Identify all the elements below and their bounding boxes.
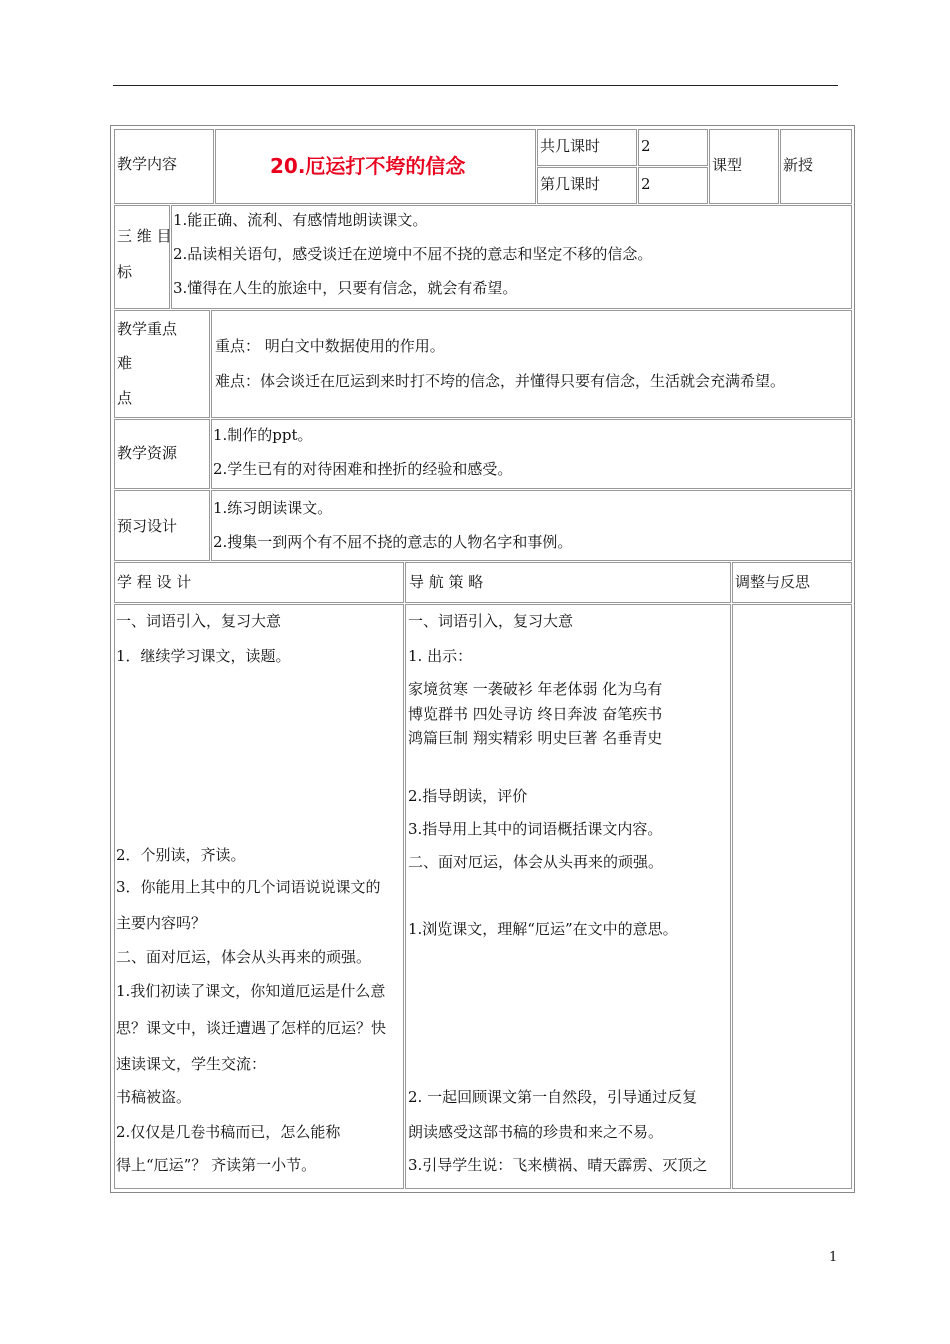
- content-label: 教学内容: [117, 155, 178, 173]
- guide-line: 2.指导朗读，评价: [408, 787, 528, 805]
- preview-item-2: 2.搜集一到两个有不屈不挠的意志的人物名字和事例。: [213, 533, 573, 551]
- goals-label-cell: [114, 205, 170, 309]
- total-hours-label-cell: [537, 129, 637, 166]
- total-hours-value-cell: [638, 129, 708, 166]
- guide-line: 1. 出示：: [408, 647, 473, 665]
- learning-line: 主要内容吗？: [116, 914, 207, 932]
- resources-label-cell: [114, 419, 210, 489]
- learning-line: 速读课文，学生交流：: [116, 1055, 267, 1073]
- guide-line: 3.指导用上其中的词语概括课文内容。: [408, 820, 663, 838]
- header-rule: [113, 85, 838, 86]
- type-label-cell: [709, 129, 779, 204]
- key-point: 重点： 明白文中数据使用的作用。: [215, 337, 445, 355]
- keypoints-content-cell: [211, 310, 852, 418]
- lesson-plan-table: [110, 125, 855, 1193]
- learning-header: 学 程 设 计: [117, 573, 192, 591]
- preview-label-cell: [114, 490, 210, 561]
- resource-item-1: 1.制作的ppt。: [213, 426, 313, 444]
- guide-line: 鸿篇巨制 翔实精彩 明史巨著 名垂青史: [408, 729, 663, 747]
- keypoints-label-cell: [114, 310, 210, 418]
- guide-header-cell: [405, 562, 731, 603]
- adjust-header-cell: [732, 562, 852, 603]
- goals-label-line2: 标: [117, 263, 133, 281]
- resource-item-2: 2.学生已有的对待困难和挫折的经验和感受。: [213, 460, 513, 478]
- keypoints-label-line2: 难: [117, 354, 133, 372]
- learning-line: 二、面对厄运，体会从头再来的顽强。: [116, 948, 372, 966]
- resources-content-cell: [211, 419, 852, 489]
- guide-line: 家境贫寒 一袭破衫 年老体弱 化为乌有: [408, 680, 663, 698]
- goal-item-2: 2.品读相关语句，感受谈迁在逆境中不屈不挠的意志和坚定不移的信念。: [173, 245, 653, 263]
- resources-label: 教学资源: [117, 444, 178, 462]
- goals-label-line1: 三 维 目: [117, 227, 172, 245]
- preview-content-cell: [211, 490, 852, 561]
- total-hours-value: 2: [641, 137, 651, 155]
- goals-content-cell: [171, 205, 852, 309]
- guide-line: 2. 一起回顾课文第一自然段，引导通过反复: [408, 1088, 698, 1106]
- goal-item-3: 3.懂得在人生的旅途中，只要有信念，就会有希望。: [173, 279, 518, 297]
- learning-line: 一、词语引入，复习大意: [116, 612, 282, 630]
- type-value: 新授: [783, 156, 814, 174]
- preview-label: 预习设计: [117, 517, 178, 535]
- page-number: 1: [829, 1250, 838, 1265]
- guide-line: 二、面对厄运，体会从头再来的顽强。: [408, 853, 664, 871]
- learning-line: 3．你能用上其中的几个词语说说课文的: [116, 878, 381, 896]
- guide-content-cell: [405, 604, 731, 1189]
- preview-item-1: 1.练习朗读课文。: [213, 499, 333, 517]
- goal-item-1: 1.能正确、流利、有感情地朗读课文。: [173, 211, 428, 229]
- learning-line: 书稿被盗。: [116, 1088, 192, 1106]
- keypoints-label-line3: 点: [117, 389, 133, 407]
- learning-line: 思？课文中，谈迁遭遇了怎样的厄运？快: [116, 1019, 387, 1037]
- type-label: 课型: [712, 156, 743, 174]
- current-hour-label-cell: [537, 167, 637, 204]
- learning-line: 2.仅仅是几卷书稿而已，怎么能称: [116, 1123, 341, 1141]
- current-hour-value-cell: [638, 167, 708, 204]
- guide-line: 一、词语引入，复习大意: [408, 612, 574, 630]
- learning-line: 2．个别读，齐读。: [116, 846, 246, 864]
- content-label-cell: [114, 129, 214, 204]
- adjust-content-cell: [732, 604, 852, 1189]
- current-hour-label: 第几课时: [540, 175, 601, 193]
- learning-line: 1．继续学习课文，读题。: [116, 647, 291, 665]
- learning-header-cell: [114, 562, 404, 603]
- current-hour-value: 2: [641, 175, 651, 193]
- title-cell: [215, 129, 536, 204]
- guide-header: 导 航 策 略: [409, 573, 484, 591]
- adjust-header: 调整与反思: [735, 573, 811, 591]
- learning-content-cell: [114, 604, 404, 1189]
- lesson-title: 20.厄运打不垮的信念: [270, 154, 466, 178]
- learning-line: 1.我们初读了课文，你知道厄运是什么意: [116, 982, 386, 1000]
- type-value-cell: [780, 129, 852, 204]
- learning-line: 得上“厄运”？ 齐读第一小节。: [116, 1156, 317, 1174]
- guide-line: 3.引导学生说：飞来横祸、晴天霹雳、灭顶之: [408, 1156, 708, 1174]
- guide-line: 1.浏览课文，理解“厄运”在文中的意思。: [408, 920, 678, 938]
- guide-line: 博览群书 四处寻访 终日奔波 奋笔疾书: [408, 705, 663, 723]
- keypoints-label-line1: 教学重点: [117, 320, 178, 338]
- guide-line: 朗读感受这部书稿的珍贵和来之不易。: [408, 1123, 664, 1141]
- difficult-point: 难点：体会谈迁在厄运到来时打不垮的信念，并懂得只要有信念，生活就会充满希望。: [215, 372, 786, 390]
- total-hours-label: 共几课时: [540, 137, 601, 155]
